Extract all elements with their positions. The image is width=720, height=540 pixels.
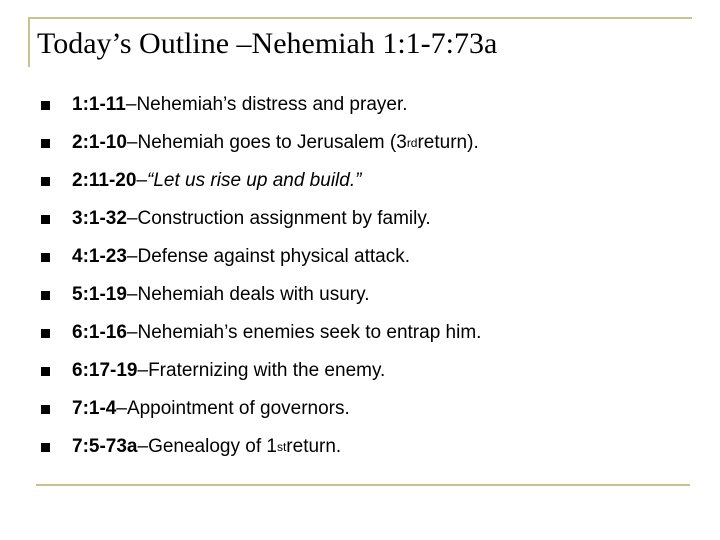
list-item [41,86,481,124]
item-description: Construction assignment by family. [137,208,431,229]
square-bullet-icon [41,215,50,224]
list-item [41,162,481,200]
top-rule [28,17,692,19]
item-description-end: return). [417,132,479,153]
square-bullet-icon [41,291,50,300]
square-bullet-icon [41,443,50,452]
slide-title: Today’s Outline –Nehemiah 1:1-7:73a [37,27,498,60]
scripture-reference: 6:1-16 [72,322,127,343]
bottom-rule [36,484,690,486]
item-description: Nehemiah goes to Jerusalem (3 [137,132,407,153]
list-item [41,314,481,352]
separator: – [137,436,149,457]
list-item: 2:1-10 – Nehemiah goes to Jerusalem (3 rd return). [41,124,481,162]
scripture-reference: 3:1-32 [72,208,127,229]
separator: – [116,398,127,419]
square-bullet-icon [41,253,50,262]
left-rule [28,17,30,67]
list-item [41,238,481,276]
item-description: Genealogy of 1 [148,436,277,457]
list-item [41,200,481,238]
separator: – [126,284,138,305]
separator: – [137,360,149,381]
item-description: Defense against physical attack. [137,246,410,267]
separator: – [125,94,137,115]
square-bullet-icon [41,139,50,148]
separator: – [126,208,138,229]
list-item [41,276,481,314]
item-description: Fraternizing with the enemy. [148,360,386,381]
item-description-end: return. [286,436,342,457]
square-bullet-icon [41,367,50,376]
scripture-reference: 2:1-10 [72,132,127,153]
item-description: Nehemiah’s distress and prayer. [136,94,408,115]
separator: – [126,322,138,343]
outline-list [41,86,481,466]
separator: – [126,132,138,153]
square-bullet-icon [41,177,50,186]
scripture-reference: 1:1-11 [72,94,126,115]
separator: – [136,170,148,191]
square-bullet-icon [41,405,50,414]
scripture-reference: 4:1-23 [72,246,127,267]
list-item: 7:5-73a – Genealogy of 1 st return. [41,428,481,466]
scripture-reference: 7:5-73a [72,436,138,457]
item-description: Nehemiah deals with usury. [137,284,370,305]
scripture-reference: 7:1-4 [72,398,117,419]
item-description: Appointment of governors. [126,398,350,419]
item-description: Nehemiah’s enemies seek to entrap him. [137,322,482,343]
item-description: “Let us rise up and build.” [147,170,362,191]
list-item [41,352,481,390]
square-bullet-icon [41,101,50,110]
square-bullet-icon [41,329,50,338]
scripture-reference: 6:17-19 [72,360,138,381]
list-item [41,390,481,428]
scripture-reference: 5:1-19 [72,284,127,305]
scripture-reference: 2:11-20 [72,170,137,191]
separator: – [126,246,138,267]
